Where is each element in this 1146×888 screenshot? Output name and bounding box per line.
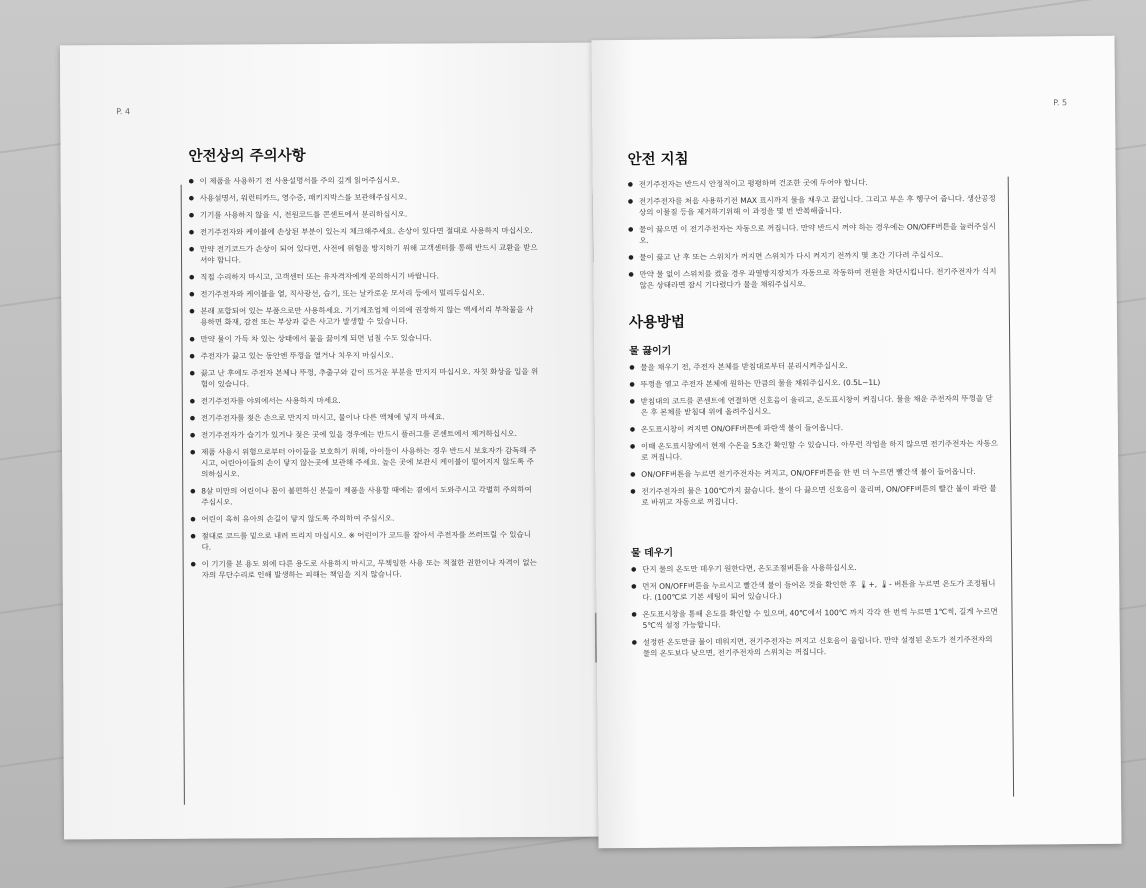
list-item: ● 주전자가 끓고 있는 동안엔 뚜껑을 열거나 치우지 마십시오. xyxy=(190,349,540,362)
list-item: ● 만약 물이 가득 차 있는 상태에서 물을 끓이게 되면 넘칠 수도 있습니다. xyxy=(189,332,539,345)
right-column xyxy=(627,145,1001,665)
margin-line xyxy=(181,185,185,805)
list-item: ● 전기주전자를 처음 사용하기전 MAX 표시까지 물을 채우고 끓입니다. 그리고 부은 후 헹구어 줍니다. 생산공정상의 이물질 등을 제거하기위해 이 과정을 몇 번 반복해줍니다. xyxy=(628,193,998,218)
right-page xyxy=(591,36,1121,849)
list-item: ● 만약 물 없이 스위치를 켰을 경우 과열방지장치가 자동으로 작동하여 전원을 차단시킵니다. 전기주전자가 식지 않은 상태라면 잠시 기다렸다가 물을 채워주십시오. xyxy=(628,266,998,291)
page-number: P. 5 xyxy=(1053,98,1068,108)
subsection-title: 물 끓이기 xyxy=(629,345,672,357)
list-item: ● 본래 포함되어 있는 부품으로만 사용하세요. 기기제조업체 이외에 권장하지 않는 액세서리 부착물을 사용하면 화재, 감전 또는 부상과 같은 사고가 발생할 수 있습니다. xyxy=(189,304,539,328)
page-number: P. 4 xyxy=(116,107,131,117)
list-item: ● 전기주전자의 물은 100℃까지 끓습니다. 물이 다 끓으면 신호음이 울리며, ON/OFF버튼의 빨간 불이 파란 불로 바뀌고 자동으로 꺼집니다. xyxy=(630,483,1000,508)
list-item: ● 직접 수리하지 마시고, 고객센터 또는 유자격자에게 문의하시기 바랍니다. xyxy=(189,270,539,283)
section-title: 안전상의 주의사항 xyxy=(188,148,306,165)
warm-list xyxy=(631,561,1002,659)
list-item: ● 사용설명서, 워런티카드, 영수증, 패키지박스를 보관해주십시오. xyxy=(189,191,539,204)
list-item: ● 뚜껑을 열고 주전자 본체에 원하는 만큼의 물을 채워주십시오. (0.5L~1L) xyxy=(629,376,999,390)
section-title: 안전 지침 xyxy=(627,151,689,168)
list-item: ● 이때 온도표시창에서 현재 수온을 5초간 확인할 수 있습니다. 아무런 작업을 하지 않으면 전기주전자는 자동으로 꺼집니다. xyxy=(630,438,1000,463)
list-item: ● ON/OFF버튼을 누르면 전기주전자는 켜지고, ON/OFF버튼을 한 번 더 누르면 빨간색 불이 들어옵니다. xyxy=(630,466,1000,480)
list-item: ● 받침대의 코드를 콘센트에 연결하면 신호음이 울리고, 온도표시창이 켜집니다. 물을 채운 주전자의 뚜껑을 닫은 후 본체를 받침대 위에 올려주십시오. xyxy=(630,393,1000,418)
list-item: ● 전기주전자는 반드시 안정적이고 평평하며 건조한 곳에 두어야 합니다. xyxy=(628,176,998,190)
list-item: ● 8살 미만의 어린이나 몸이 불편하신 분들이 제품을 사용할 때에는 곁에서 도와주시고 각별히 주의하여 주십시오. xyxy=(190,484,540,508)
left-column xyxy=(188,143,540,587)
list-item: ● 절대로 코드를 밑으로 내려 뜨리지 마십시오. ※ 어린이가 코드를 잡아서 주전자를 쓰러뜨릴 수 있습니다. xyxy=(190,529,540,553)
list-item: ● 이 기기를 본 용도 외에 다른 용도로 사용하지 마시고, 무책임한 사용 또는 적절한 권한이나 자격이 없는 자의 무단수리로 인해 발생하는 피해는 책임을 지지 않습니다. xyxy=(191,557,541,581)
list-item: ● 전기주전자가 습기가 있거나 젖은 곳에 있을 경우에는 반드시 플러그를 콘센트에서 제거하십시오. xyxy=(190,428,540,441)
list-item: ● 전기주전자를 야외에서는 사용하지 마세요. xyxy=(190,394,540,407)
list-item: ● 온도표시창이 켜지면 ON/OFF버튼에 파란색 불이 들어옵니다. xyxy=(630,421,1000,435)
subsection-title: 물 데우기 xyxy=(630,547,674,559)
list-item: ● 물을 채우기 전, 주전자 본체를 받침대로부터 분리시켜주십시오. xyxy=(629,359,999,373)
list-item: ● 전기주전자를 젖은 손으로 만지지 마시고, 물이나 다른 액체에 넣지 마세요. xyxy=(190,411,540,424)
list-item: ● 물이 끓고 난 후 또는 스위치가 꺼지면 스위치가 다시 켜지기 전까지 몇 초간 기다려 주십시오. xyxy=(628,249,998,263)
list-item: ● 끓고 난 후에도 주전자 본체나 뚜껑, 추출구와 같이 뜨거운 부분을 만지지 마십시오. 자칫 화상을 입을 위험이 있습니다. xyxy=(190,366,540,390)
list-item: ● 단지 물의 온도만 데우기 원한다면, 온도조절버튼을 사용하십시오. xyxy=(631,561,1001,575)
list-item: ● 제품 사용시 위험으로부터 아이들을 보호하기 위해, 아이들이 사용하는 경우 반드시 보호자가 감독해 주시고, 어린아이들의 손이 닿지 않는곳에 보관해 주세요. 높은 곳에 보관시 케이블이 떨어지지 않도록 주의하십시오. xyxy=(190,445,540,480)
margin-line xyxy=(1008,177,1014,797)
list-item: ● 설정한 온도만큼 물이 데워지면, 전기주전자는 꺼지고 신호음이 울립니다. 만약 설정된 온도가 전기주전자의 물의 온도보다 낮으면, 전기주전자의 스위치는 꺼집니다. xyxy=(632,634,1002,659)
section-title: 사용방법 xyxy=(628,314,686,331)
precautions-list xyxy=(189,174,541,581)
list-item: ● 물이 끓으면 이 전기주전자는 자동으로 꺼집니다. 만약 반드시 꺼야 하는 경우에는 ON/OFF버튼을 눌러주십시오. xyxy=(628,221,998,246)
list-item: ● 먼저 ON/OFF버튼을 누르시고 빨간색 불이 들어온 것을 확인한 후 🌡+, 🌡- 버튼을 누르면 온도가 조정됩니다. (100℃로 기본 세팅이 되어 있습니다.) xyxy=(631,578,1001,603)
list-item: ● 어린이 혹히 유아의 손길이 닿지 않도록 주의하여 주십시오. xyxy=(190,512,540,525)
list-item: ● 전기주전자와 케이블에 손상된 부분이 있는지 체크해주세요. 손상이 있다면 절대로 사용하지 마십시오. xyxy=(189,225,539,238)
list-item: ● 전기주전자와 케이블을 열, 직사광선, 습기, 또는 날카로운 모서리 등에서 멀리두십시오. xyxy=(189,287,539,300)
list-item: ● 이 제품을 사용하기 전 사용설명서를 주의 깊게 읽어주십시오. xyxy=(189,174,539,187)
list-item: ● 만약 전기코드가 손상이 되어 있다면, 사전에 위험을 방지하기 위해 고객센터를 통해 반드시 교환을 받으셔야 합니다. xyxy=(189,242,539,266)
list-item: ● 온도표시창을 통해 온도를 확인할 수 있으며, 40℃에서 100℃ 까지 각각 한 번씩 누르면 1℃씩, 길게 누르면 5℃씩 설정 가능합니다. xyxy=(631,606,1001,631)
left-page xyxy=(60,43,602,840)
boil-list xyxy=(629,359,1000,508)
list-item: ● 기기를 사용하지 않을 시, 전원코드를 콘센트에서 분리하십시오. xyxy=(189,208,539,221)
safety-list xyxy=(628,176,999,291)
